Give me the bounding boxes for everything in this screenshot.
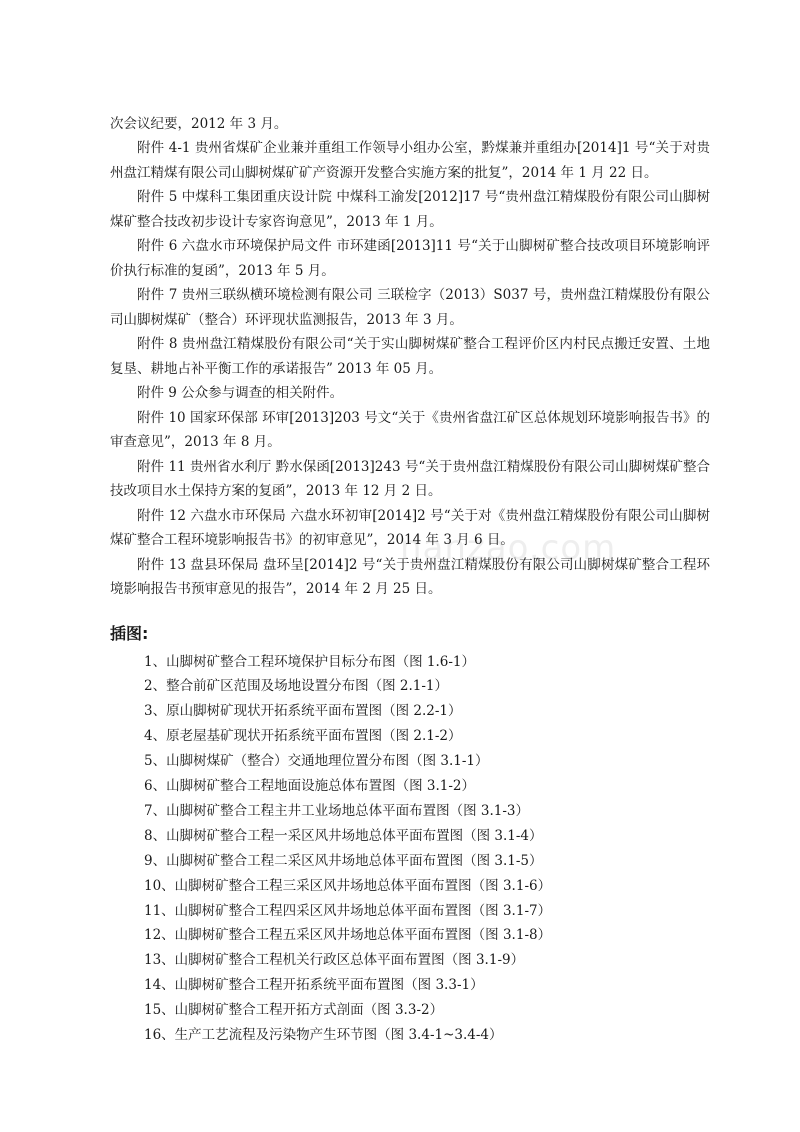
attachment-9: 附件 9 公众参与调查的相关附件。 [137,385,344,401]
figure-item-11: 11、山脚树矿整合工程四采区风井场地总体平面布置图（图 3.1-7） [144,902,552,919]
attachment-5: 附件 5 中煤科工集团重庆设计院 中煤科工渝发[2012]17 号“贵州盘江精煤股份有限公司山脚树煤矿整合技改初步设计专家咨询意见”，2013 年 1 月。 [110,189,710,230]
attachment-13: 附件 13 盘县环保局 盘环呈[2014]2 号“关于贵州盘江精煤股份有限公司山脚树煤矿整合工程环境影响报告书预审意见的报告”，2014 年 2 月 25 日。 [110,556,710,597]
figure-item-8: 8、山脚树矿整合工程一采区风井场地总体平面布置图（图 3.1-4） [144,827,543,844]
attachment-10: 附件 10 国家环保部 环审[2013]203 号文“关于《贵州省盘江矿区总体规划环境影响报告书》的审查意见”，2013 年 8 月。 [110,409,710,450]
figure-item-7: 7、山脚树矿整合工程主井工业场地总体平面布置图（图 3.1-3） [144,802,529,819]
figure-item-16: 16、生产工艺流程及污染物产生环节图（图 3.4-1~3.4-4） [144,1027,503,1044]
attachment-6: 附件 6 六盘水市环境保护局文件 市环建函[2013]11 号“关于山脚树矿整合技改项目环境影响评价执行标准的复函”，2013 年 5 月。 [110,238,710,279]
opening-line: 次会议纪要，2012 年 3 月。 [110,116,288,132]
attachment-11: 附件 11 贵州省水利厅 黔水保函[2013]243 号“关于贵州盘江精煤股份有限公司山脚树煤矿整合技改项目水土保持方案的复函”，2013 年 12 月 2 日。 [110,458,710,499]
document-page [110,112,710,1048]
attachment-4-1: 附件 4-1 贵州省煤矿企业兼并重组工作领导小组办公室，黔煤兼并重组办[2014]1 号“关于对贵州盘江精煤有限公司山脚树煤矿矿产资源开发整合实施方案的批复”，2014 年 1 月 22 日。 [110,140,710,181]
figure-item-10: 10、山脚树矿整合工程三采区风井场地总体平面布置图（图 3.1-6） [144,877,552,894]
figure-item-2: 2、整合前矿区范围及场地设置分布图（图 2.1-1） [144,678,448,695]
attachment-7: 附件 7 贵州三联纵横环境检测有限公司 三联检字（2013）S037 号，贵州盘江精煤股份有限公司山脚树煤矿（整合）环评现状监测报告，2013 年 3 月。 [110,287,710,328]
figure-item-15: 15、山脚树矿整合工程开拓方式剖面（图 3.3-2） [144,1002,444,1019]
figure-item-6: 6、山脚树矿整合工程地面设施总体布置图（图 3.1-2） [144,778,475,795]
figure-item-1: 1、山脚树矿整合工程环境保护目标分布图（图 1.6-1） [144,653,475,670]
figure-item-13: 13、山脚树矿整合工程机关行政区总体平面布置图（图 3.1-9） [144,952,525,969]
figure-list [110,650,710,1049]
figure-item-3: 3、原山脚树矿现状开拓系统平面布置图（图 2.2-1） [144,703,462,720]
attachment-list [110,136,710,602]
figure-item-5: 5、山脚树煤矿（整合）交通地理位置分布图（图 3.1-1） [144,753,489,770]
watermark: nanzao.com [400,528,617,568]
figure-item-4: 4、原老屋基矿现状开拓系统平面布置图（图 2.1-2） [144,728,462,745]
attachment-12: 附件 12 六盘水市环保局 六盘水环初审[2014]2 号“关于对《贵州盘江精煤股份有限公司山脚树煤矿整合工程环境影响报告书》的初审意见”，2014 年 3 月 6 日。 [110,507,710,548]
figure-item-14: 14、山脚树矿整合工程开拓系统平面布置图（图 3.3-1） [144,977,484,994]
figure-item-12: 12、山脚树矿整合工程五采区风井场地总体平面布置图（图 3.1-8） [144,927,552,944]
attachment-8: 附件 8 贵州盘江精煤股份有限公司“关于实山脚树煤矿整合工程评价区内村民点搬迁安置、土地复垦、耕地占补平衡工作的承诺报告” 2013 年 05 月。 [110,336,710,377]
figure-item-9: 9、山脚树矿整合工程二采区风井场地总体平面布置图（图 3.1-5） [144,852,543,869]
figures-heading: 插图: [110,623,149,643]
